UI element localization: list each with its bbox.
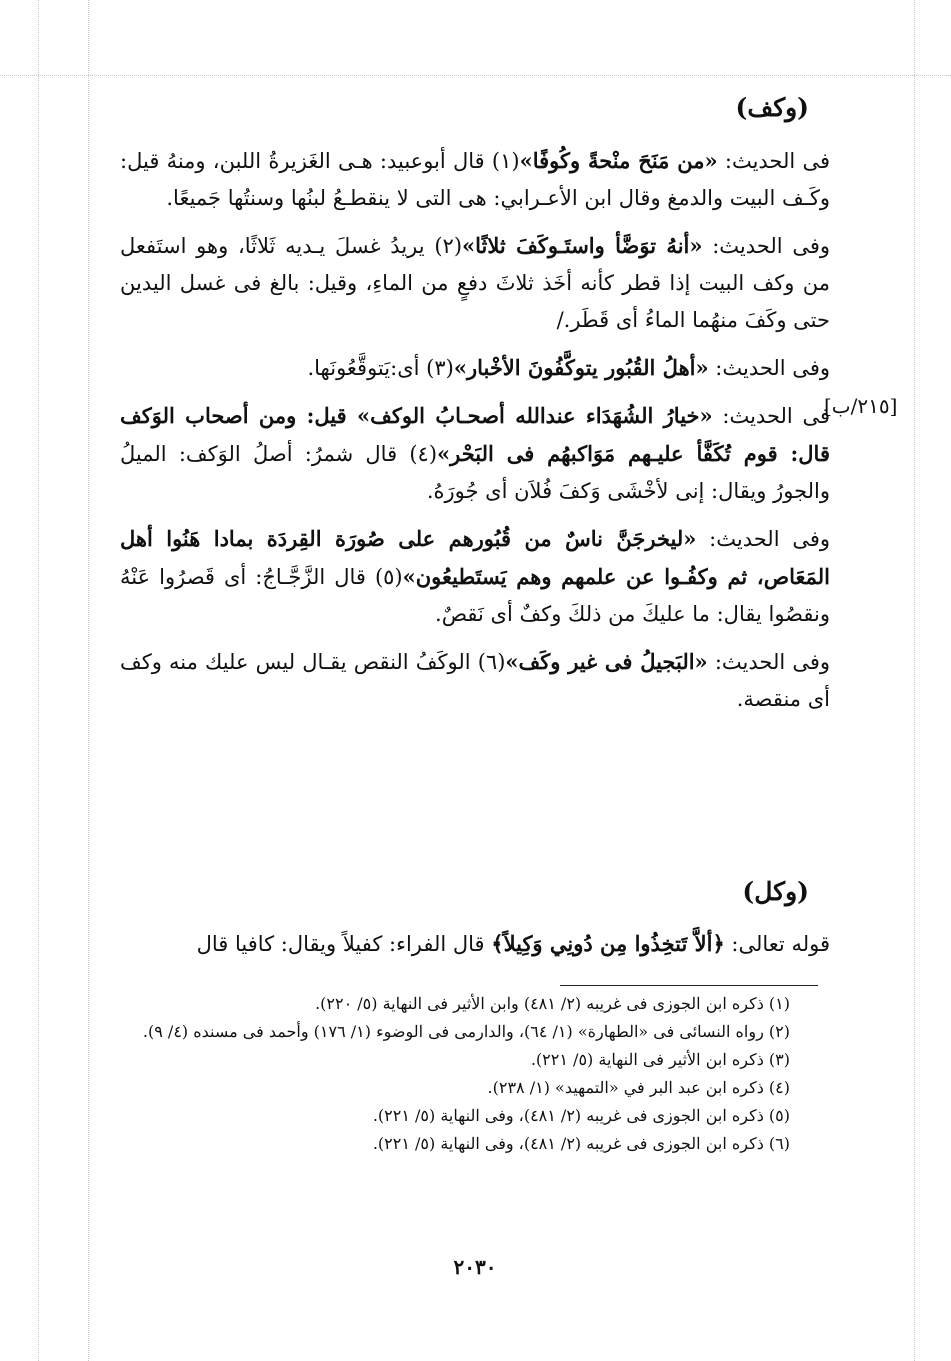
scan-guide-line [0,75,951,76]
footnote: (٦) ذكره ابن الجوزى فى غريبه (٢/ ٤٨١)، وفى النهاية (٥/ ٢٢١). [372,1134,790,1153]
paragraph-commentary: (٤) قال شمرُ: أصلُ الوَكف: الميلُ والجورُ ويقال: إنى لأخْشَى وَكفَ فُلاَن أى جُورَهُ. [120,442,830,503]
entry-heading-wakf: (وكف) [735,93,809,122]
paragraph-commentary: قال الفراء: كفيلاً ويقال: كافيا قال [196,932,492,956]
paragraph [120,520,830,633]
paragraph-commentary: (٣) أى:يَتوقَّعُونَها. [307,356,454,380]
footnote: (٣) ذكره ابن الأثير فى النهاية (٥/ ٢٢١). [530,1050,790,1069]
hadith-quote: «أهلُ القُبُور يتوكَّفُونَ الأخْبار» [453,355,709,380]
paragraph [120,142,830,217]
hadith-quote: «البَجيلُ فى غير وكَف» [505,649,708,674]
paragraph-intro: قوله تعالى: [724,932,830,956]
paragraph-intro: وفى الحديث: [702,234,831,258]
quran-verse: ﴿ألاَّ تَتخِذُوا مِن دُونِي وَكِيلاً﴾ [491,931,725,956]
paragraph [120,227,830,339]
scan-guide-line [38,0,39,1361]
paragraph-commentary: (١) قال أبوعبيد: هـى الغَزيرةُ اللبن، ومنهُ قيل: وكَـف البيت والدمغ وقال ابن الأعـرابي: هى التى لا ينقطـعُ لبنُها وسنتُها جَميعًا. [120,149,830,210]
paragraph-commentary: (٥) قال الزَّجَّـاجُ: أى قَصرُوا عَنْهُ ونقصُوا يقال: ما عليكَ من ذلكَ وكفٌ أى نَقصٌ. [120,565,830,626]
entry-heading-wakl: (وكل) [742,877,809,906]
paragraph-commentary: (٦) الوكَفُ النقص يقـال ليس عليك منه وكف أى منقصة. [120,650,830,711]
paragraph [120,925,830,963]
page-number: ٢٠٣٠ [453,1255,497,1279]
footnote: (٤) ذكره ابن عبد البر في «التمهيد» (١/ ٢٣٨). [487,1078,790,1097]
footnote-separator [560,985,818,986]
paragraph [120,643,830,718]
hadith-quote: «من مَنَحَ منْحةً وكُوفًا» [519,148,718,173]
margin-folio-note: [٢١٥/ب] [824,394,898,418]
paragraph-intro: فى الحديث: [717,149,830,173]
paragraph [120,397,830,510]
scan-guide-line [914,0,915,1361]
footnote: (٥) ذكره ابن الجوزى فى غريبه (٢/ ٤٨١)، وفى النهاية (٥/ ٢٢١). [372,1106,790,1125]
scan-guide-line [88,0,89,1361]
footnotes [120,990,820,1158]
paragraph-commentary: (٢) يريدُ غسلَ يـديه ثَلاثًا، وهو استَفعل من وكف البيت إذا قطر كأنه أخَذ ثلاثَ دفعٍ من الماءِ، وقيل: بالغ فى غسل اليدين حتى وكَفَ منهُما الماءُ أى قَطَر./ [120,234,830,332]
entry-body-wakf [120,142,830,718]
paragraph-intro: وفى الحديث: [707,650,831,674]
paragraph-intro: فى الحديث: [712,404,830,428]
footnote: (٢) رواه النسائى فى «الطهارة» (١/ ٦٤)، والدارمى فى الوضوء (١/ ١٧٦) وأحمد فى مسنده (٤/ ٩). [142,1022,790,1041]
hadith-quote: «خيارُ الشُهَدَاء عندالله أصحـابُ الوكف» قيل: ومن أصحاب الوَكف قال: قوم تُكَفَّأ عليـهم مَوَاكبهُم فى البَحْر» [120,403,830,466]
hadith-quote: «أنهُ توَضَّأ واستَـوكَفَ ثلاثًا» [462,233,703,258]
hadith-quote: «ليخرجَنَّ ناسٌ من قُبُورهم على صُورَة القِردَة بمادا هَنُوا أهل المَعَاص، ثم وكفُـوا عن علمهم وهم يَستَطيعُون» [120,526,830,589]
paragraph-intro: وفى الحديث: [708,356,830,380]
footnote: (١) ذكره ابن الجوزى فى غريبه (٢/ ٤٨١) وابن الأثير فى النهاية (٥/ ٢٢٠). [315,994,790,1013]
paragraph-intro: وفى الحديث: [696,527,830,551]
paragraph [120,349,830,387]
entry-body-wakl [120,925,830,963]
